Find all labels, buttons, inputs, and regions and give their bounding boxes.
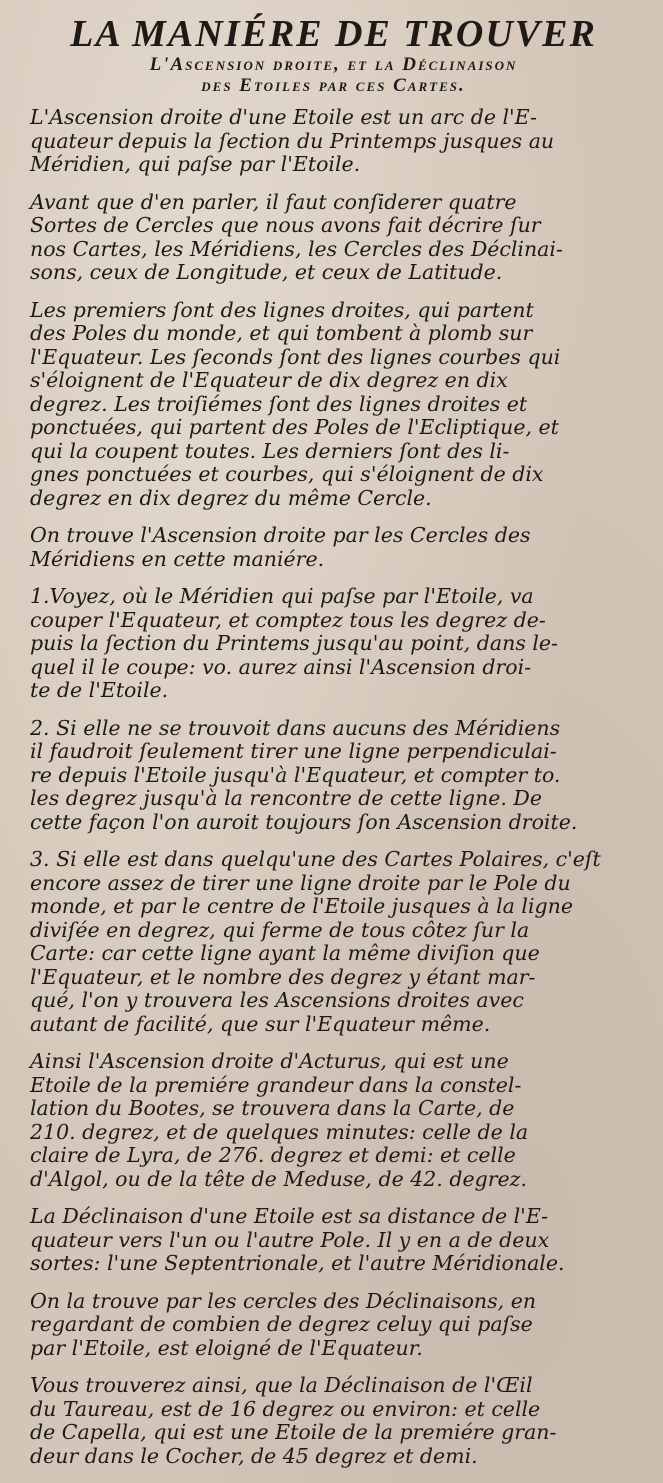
text-line: quateur vers l'un ou l'autre Pole. Il y en a de deux	[30, 1227, 550, 1252]
text-line: quateur depuis la ſection du Printemps jusques au	[30, 128, 555, 153]
text-line: te de l'Etoile.	[30, 678, 169, 702]
text-line: puis la ſection du Printems jusqu'au point, dans le-	[30, 631, 558, 655]
text-line: nos Cartes, les Méridiens, les Cercles des Déclinai-	[30, 236, 563, 261]
text-line: 3. Si elle est dans quelqu'une des Cartes Polaires, c'eſt	[30, 847, 601, 871]
text-line: L'Ascension droite d'une Etoile est un arc de l'E-	[30, 105, 537, 129]
text-line: diviſée en degrez, qui ferme de tous côtez ſur la	[30, 917, 530, 942]
text-line: l'Equateur. Les ſeconds ſont des lignes courbes qui	[30, 344, 561, 369]
text-line: Méridien, qui paſse par l'Etoile.	[30, 152, 361, 176]
text-line: couper l'Equateur, et comptez tous les degrez de-	[30, 607, 546, 632]
paragraph	[30, 524, 637, 571]
text-line: Les premiers ſont des lignes droites, qui partent	[30, 297, 534, 322]
text-line: Etoile de la premiére grandeur dans la constel-	[30, 1072, 522, 1097]
paragraph	[30, 1290, 637, 1361]
text-line: encore assez de tirer une ligne droite par le Pole du	[30, 870, 571, 895]
text-line: degrez. Les troiſiémes ſont des lignes droites et	[30, 391, 528, 416]
text-line: re depuis l'Etoile jusqu'à l'Equateur, et compter to.	[30, 762, 561, 787]
text-line: degrez en dix degrez du même Cercle.	[30, 485, 432, 510]
text-line: autant de facilité, que sur l'Equateur même.	[30, 1011, 491, 1036]
text-line: des Poles du monde, et qui tombent à plomb sur	[30, 321, 533, 345]
subtitle-line-2: des Etoiles par ces Cartes.	[201, 75, 466, 96]
text-line: sons, ceux de Longitude, et ceux de Latitude.	[30, 260, 503, 284]
text-line: Ainsi l'Ascension droite d'Acturus, qui est une	[30, 1049, 509, 1073]
text-line: l'Equateur, et le nombre des degrez y étant mar-	[30, 964, 536, 989]
text-line: lation du Bootes, se trouvera dans la Carte, de	[30, 1096, 515, 1120]
text-line: Carte: car cette ligne ayant la même diviſion que	[30, 941, 540, 965]
text-line: du Taureau, est de 16 degrez ou environ: et celle	[30, 1396, 541, 1421]
text-line: regardant de combien de degrez celuy qui paſse	[30, 1312, 533, 1336]
page-title: LA MANIÉRE DE TROUVER	[70, 13, 597, 55]
text-line: s'éloignent de l'Equateur de dix degrez en dix	[30, 368, 508, 392]
text-line: claire de Lyra, de 276. degrez et demi: et celle	[30, 1143, 516, 1167]
paragraph	[30, 106, 637, 177]
text-line: gnes ponctuées et courbes, qui s'éloignent de dix	[30, 462, 544, 486]
text-line: monde, et par le centre de l'Etoile jusques à la ligne	[30, 894, 573, 918]
paragraph	[30, 1050, 637, 1191]
text-line: de Capella, qui est une Etoile de la premiére gran-	[30, 1420, 557, 1444]
text-line: par l'Etoile, est eloigné de l'Equateur.	[30, 1335, 423, 1360]
text-line: cette façon l'on auroit toujours ſon Ascension droite.	[30, 809, 578, 834]
text-line: On trouve l'Ascension droite par les Cercles des	[30, 523, 531, 547]
text-line: les degrez jusqu'à la rencontre de cette ligne. De	[30, 786, 542, 810]
text-line: quel il le coupe: vo. aurez ainsi l'Ascension droi-	[30, 654, 532, 679]
text-line: qué, l'on y trouvera les Ascensions droites avec	[30, 988, 524, 1012]
text-line: 210. degrez, et de quelques minutes: celle de la	[30, 1119, 529, 1144]
paragraph	[30, 717, 637, 835]
text-line: 2. Si elle ne se trouvoit dans aucuns des Méridiens	[30, 715, 561, 740]
text-line: d'Algol, ou de la tête de Meduse, de 42. degrez.	[30, 1166, 527, 1191]
text-line: Méridiens en cette maniére.	[30, 546, 325, 571]
paragraph	[30, 848, 637, 1036]
text-line: Avant que d'en parler, il faut conſiderer quatre	[30, 189, 517, 214]
paragraph	[30, 585, 637, 703]
subtitle-line-1: L'Ascension droite, et la Déclinaison	[149, 54, 518, 75]
text-line: 1.Voyez, où le Méridien qui paſse par l'Etoile, va	[30, 584, 534, 608]
paragraph	[30, 191, 637, 285]
text-line: sortes: l'une Septentrionale, et l'autre Méridionale.	[30, 1251, 565, 1275]
paragraph	[30, 299, 637, 511]
text-line: La Déclinaison d'une Etoile est sa distance de l'E-	[30, 1204, 549, 1228]
text-line: Sortes de Cercles que nous avons fait décrire ſur	[30, 213, 541, 237]
text-line: deur dans le Cocher, de 45 degrez et demi.	[30, 1443, 478, 1468]
text-line: qui la coupent toutes. Les derniers ſont des li-	[30, 438, 510, 463]
text-line: On la trouve par les cercles des Déclinaisons, en	[30, 1288, 537, 1313]
paragraph	[30, 1374, 637, 1468]
text-line: Vous trouverez ainsi, que la Déclinaison de l'Œil	[30, 1373, 533, 1397]
paragraph	[30, 1205, 637, 1276]
text-body	[30, 106, 637, 1468]
text-line: ponctuées, qui partent des Poles de l'Ecliptique, et	[30, 415, 559, 439]
text-line: il faudroit ſeulement tirer une ligne perpendiculai-	[30, 739, 557, 763]
